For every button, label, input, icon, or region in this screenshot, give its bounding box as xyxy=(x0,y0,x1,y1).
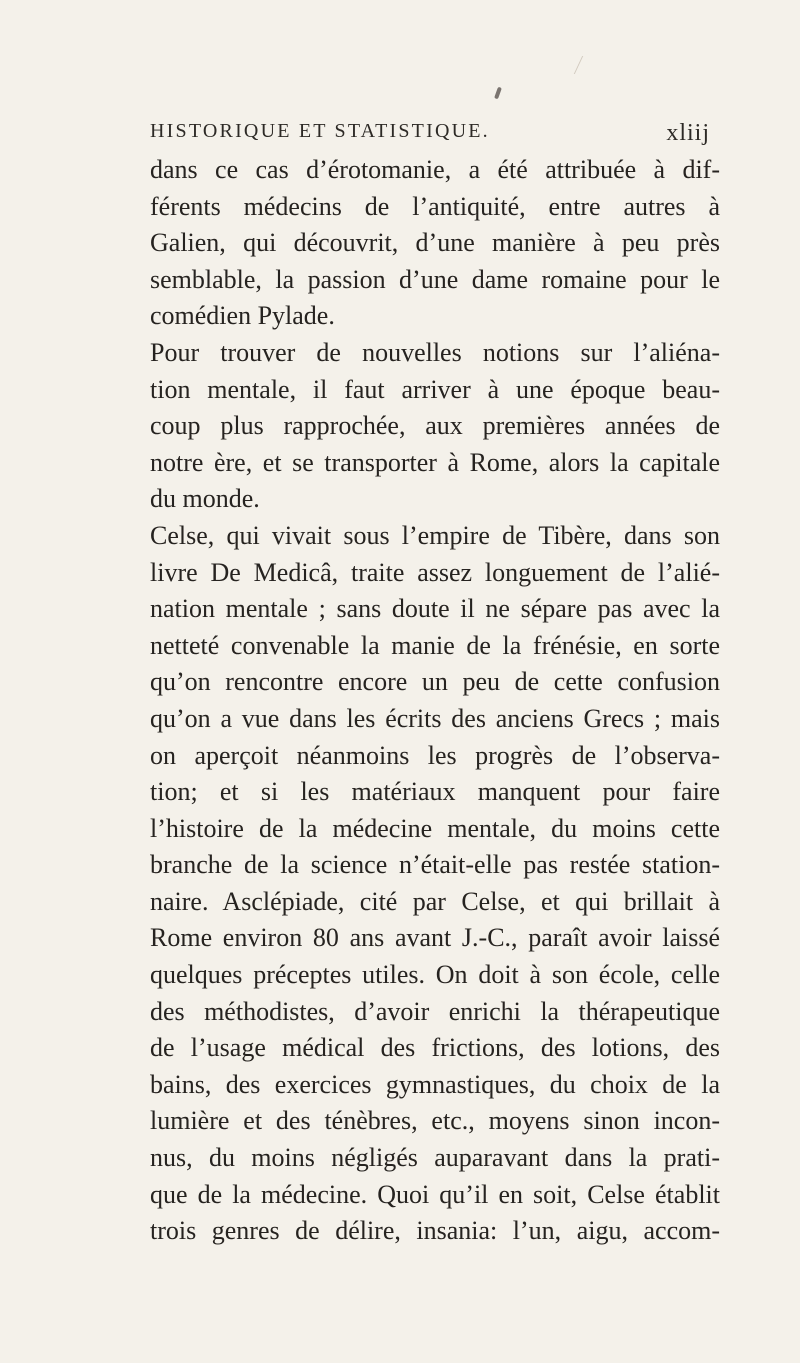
text-line: tion; et si les matériaux manquent pour faire xyxy=(150,777,720,807)
text-line: Pour trouver de nouvelles notions sur l’aliéna- xyxy=(150,337,720,367)
text-line: Celse, qui vivait sous l’empire de Tibère, dans son xyxy=(150,520,720,550)
text-line: notre ère, et se transporter à Rome, alors la capitale xyxy=(150,447,720,477)
page-number: xliij xyxy=(666,120,710,146)
text-line: netteté convenable la manie de la frénésie, en sorte xyxy=(150,630,720,660)
text-line: Galien, qui découvrit, d’une manière à peu près xyxy=(150,228,720,258)
text-line: branche de la science n’était-elle pas restée station- xyxy=(150,850,720,880)
page-header xyxy=(150,120,710,156)
text-line: l’histoire de la médecine mentale, du moins cette xyxy=(150,813,720,843)
text-line: semblable, la passion d’une dame romaine pour le xyxy=(150,264,720,294)
ink-mark xyxy=(574,56,593,74)
text-line: Rome environ 80 ans avant J.-C., paraît avoir laissé xyxy=(150,923,720,953)
text-line: quelques préceptes utiles. On doit à son école, celle xyxy=(150,960,720,990)
text-line: livre De Medicâ, traite assez longuement de l’alié- xyxy=(150,557,720,587)
text-line: tion mentale, il faut arriver à une époque beau- xyxy=(150,374,720,404)
text-line: trois genres de délire, insania: l’un, aigu, accom- xyxy=(150,1216,720,1246)
running-title: HISTORIQUE ET STATISTIQUE. xyxy=(150,120,490,142)
text-line: dans ce cas d’érotomanie, a été attribuée à dif- xyxy=(150,155,720,184)
text-line: férents médecins de l’antiquité, entre autres à xyxy=(150,191,720,221)
text-line: de l’usage médical des frictions, des lotions, des xyxy=(150,1033,720,1063)
body-text xyxy=(150,152,720,1250)
text-line: nus, du moins négligés auparavant dans la prati- xyxy=(150,1143,720,1173)
text-line: on aperçoit néanmoins les progrès de l’observa- xyxy=(150,740,720,770)
text-line: des méthodistes, d’avoir enrichi la thérapeutique xyxy=(150,996,720,1026)
text-line: du monde. xyxy=(150,484,260,514)
text-line: naire. Asclépiade, cité par Celse, et qui brillait à xyxy=(150,886,720,916)
text-line: qu’on a vue dans les écrits des anciens Grecs ; mais xyxy=(150,703,720,733)
text-line: comédien Pylade. xyxy=(150,301,335,331)
text-line: que de la médecine. Quoi qu’il en soit, Celse établit xyxy=(150,1179,720,1209)
text-line: qu’on rencontre encore un peu de cette confusion xyxy=(150,667,720,697)
text-line: coup plus rapprochée, aux premières années de xyxy=(150,411,720,441)
text-line: lumière et des ténèbres, etc., moyens sinon incon- xyxy=(150,1106,720,1136)
text-line: nation mentale ; sans doute il ne sépare pas avec la xyxy=(150,594,720,624)
ink-mark xyxy=(494,87,502,100)
text-line: bains, des exercices gymnastiques, du choix de la xyxy=(150,1069,720,1099)
